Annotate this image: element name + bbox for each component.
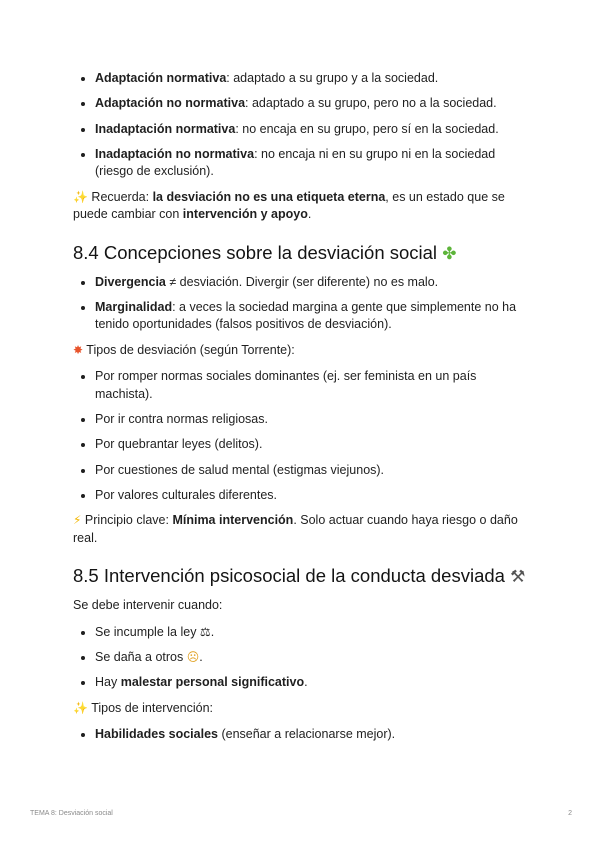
reminder-note: ✨ Recuerda: la desviación no es una etiqueta eterna, es un estado que se puede cambiar con intervención y apoyo. — [73, 189, 505, 222]
adaptation-list — [73, 70, 533, 181]
deviation-types-heading: ✸ Tipos de desviación (según Torrente): — [73, 342, 295, 357]
collision-icon: ✸ — [73, 342, 84, 357]
list-item: • Por ir contra normas religiosas. — [95, 411, 533, 429]
list-item: • Hay malestar personal significativo. — [95, 674, 533, 692]
conceptions-list — [73, 274, 533, 334]
page-number: 2 — [568, 810, 572, 817]
list-item: • Marginalidad: a veces la sociedad margina a gente que simplemente no ha tenido oportunidades (falsos positivos de desviación). — [95, 299, 533, 334]
list-item: • Se incumple la ley ⚖. — [95, 624, 533, 642]
puzzle-piece-icon: ✤ — [442, 243, 457, 264]
key-principle-note: ⚡ Principio clave: Mínima intervención. Solo actuar cuando haya riesgo o daño real. — [73, 513, 518, 545]
list-item: • Habilidades sociales (enseñar a relacionarse mejor). — [95, 726, 533, 744]
list-item: • Por romper normas sociales dominantes (ej. ser feminista en un país machista). — [95, 368, 533, 403]
scales-icon: ⚖ — [199, 624, 211, 639]
sparkles-icon: ✨ — [73, 189, 88, 204]
intervention-types-list — [73, 726, 533, 744]
list-item: • Inadaptación no normativa: no encaja ni en su grupo ni en la sociedad (riesgo de exclusión). — [95, 146, 533, 181]
list-item: • Divergencia ≠ desviación. Divergir (ser diferente) no es malo. — [95, 274, 533, 292]
face-with-bandage-icon: ☹ — [186, 650, 200, 665]
section-heading-8-4: 8.4 Concepciones sobre la desviación social ✤ — [73, 241, 457, 264]
list-item: • Por quebrantar leyes (delitos). — [95, 436, 533, 454]
list-item: • Adaptación normativa: adaptado a su grupo y a la sociedad. — [95, 70, 533, 88]
list-item: • Por valores culturales diferentes. — [95, 487, 533, 505]
list-item: • Se daña a otros ☹. — [95, 649, 533, 667]
deviation-types-list — [73, 368, 533, 504]
intervention-types-heading: ✨ Tipos de intervención: — [73, 700, 214, 715]
list-item: • Inadaptación normativa: no encaja en su grupo, pero sí en la sociedad. — [95, 121, 533, 139]
sparkles-icon: ✨ — [73, 700, 88, 715]
page-footer — [30, 810, 572, 817]
hammer-and-wrench-icon: ⚒ — [510, 567, 526, 588]
lightning-icon: ⚡ — [73, 513, 82, 528]
intervention-conditions-list — [73, 624, 533, 692]
document-page — [73, 70, 533, 751]
intervention-intro: Se debe intervenir cuando: — [73, 598, 223, 613]
section-heading-8-5: 8.5 Intervención psicosocial de la conducta desviada ⚒ — [73, 565, 526, 588]
list-item: • Adaptación no normativa: adaptado a su grupo, pero no a la sociedad. — [95, 95, 533, 113]
list-item: • Por cuestiones de salud mental (estigmas viejunos). — [95, 462, 533, 480]
footer-title: TEMA 8: Desviación social — [30, 810, 113, 817]
